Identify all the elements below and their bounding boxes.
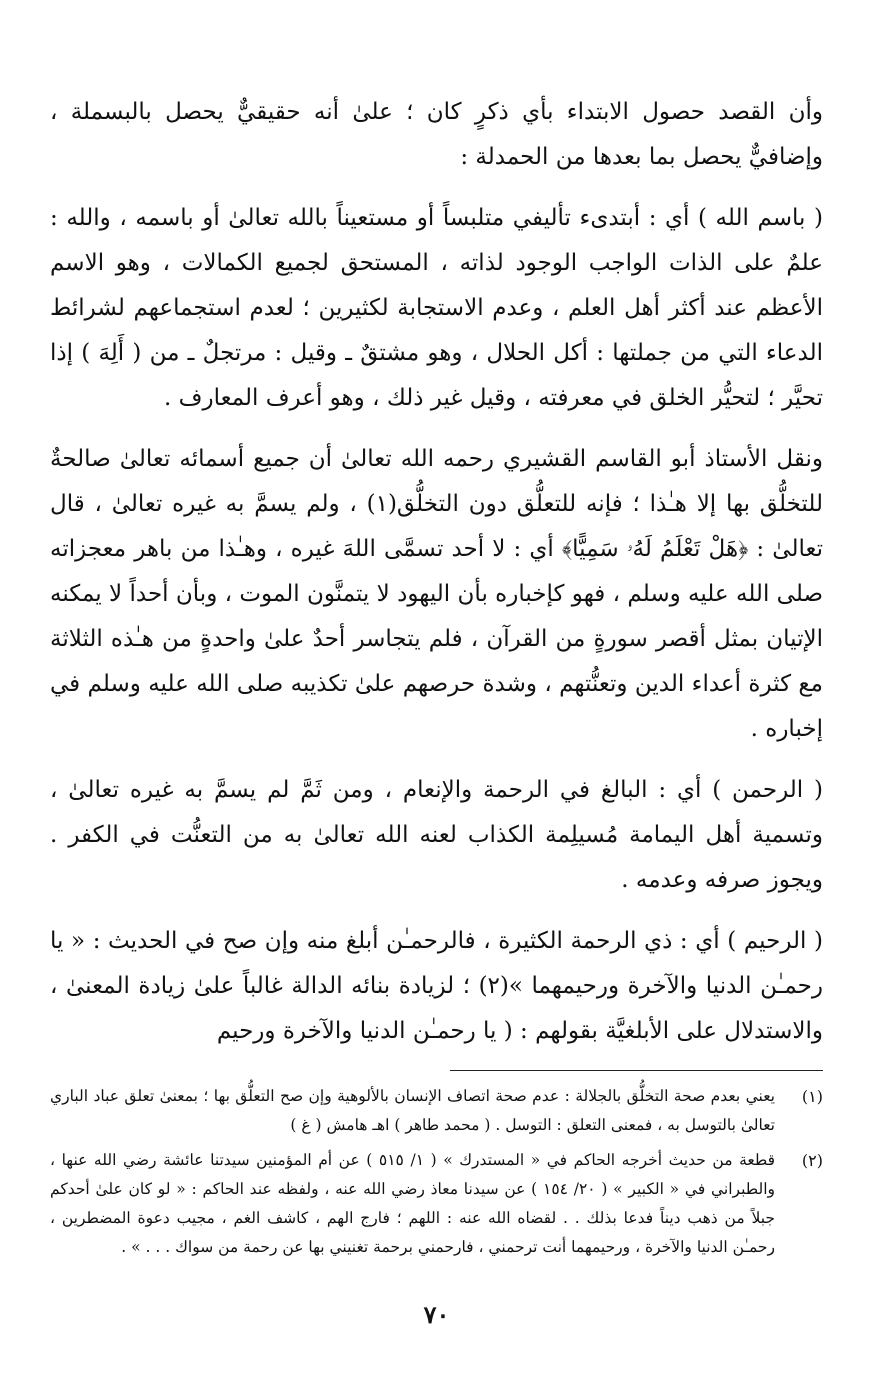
footnote-number: (٢) <box>801 1151 823 1170</box>
paragraph-rahim: ( الرحيم ) أي : ذي الرحمة الكثيرة ، فالرحمـٰن أبلغ منه وإن صح في الحديث : « يا رحمـٰن الدنيا والآخرة ورحيمهما »(٢) ؛ لزيادة بنائه الدالة غالباً علىٰ زيادة المعنىٰ ، والاستدلال على الأبلغيَّة بقولهم : ( يا رحمـٰن الدنيا والآخرة ورحيم <box>50 928 823 1044</box>
page-number: ٧٠ <box>423 1300 450 1329</box>
footnote-text: يعني بعدم صحة التخلُّق بالجلالة : عدم صحة اتصاف الإنسان بالألوهية وإن صح التعلُّق بها ؛ بمعنىٰ تعلق عباد الباري تعالىٰ بالتوسل به ، فمعنى التعلق : التوسل . ( محمد طاهر ) اهـ هامش ( غ ) <box>50 1087 775 1134</box>
paragraph-qushayri: ونقل الأستاذ أبو القاسم القشيري رحمه الله تعالىٰ أن جميع أسمائه تعالىٰ صالحةٌ للتخلُّق بها إلا هـٰذا ؛ فإنه للتعلُّق دون التخلُّق(١) ، ولم يسمَّ به غيره تعالىٰ ، قال تعالىٰ : ﴿هَلْ تَعْلَمُ لَهُۥ سَمِيًّا﴾ أي : لا أحد تسمَّى اللهَ غيره ، وهـٰذا من باهر معجزاته صلى الله عليه وسلم ، فهو كإخباره بأن اليهود لا يتمنَّون الموت ، وبأن أحداً لا يمكنه الإتيان بمثل أقصر سورةٍ من القرآن ، فلم يتجاسر أحدٌ علىٰ واحدةٍ من هـٰذه الثلاثة مع كثرة أعداء الدين وتعنُّتهم ، وشدة حرصهم علىٰ تكذيبه صلى الله عليه وسلم في إخباره . <box>50 446 823 742</box>
footnote-number: (١) <box>801 1087 823 1106</box>
footnote-divider <box>450 1070 823 1071</box>
paragraph-rahman: ( الرحمن ) أي : البالغ في الرحمة والإنعام ، ومن ثَمَّ لم يسمَّ به غيره تعالىٰ ، وتسمية أهل اليمامة مُسيلِمة الكذاب لعنه الله تعالىٰ به من التعنُّت في الكفر . ويجوز صرفه وعدمه . <box>50 777 823 893</box>
footnote-item <box>50 1082 823 1140</box>
footnotes <box>50 1082 823 1268</box>
main-text <box>50 90 823 1070</box>
footnote-text: قطعة من حديث أخرجه الحاكم في « المستدرك » ( ١/ ٥١٥ ) عن أم المؤمنين سيدتنا عائشة رضي الله عنها ، والطبراني في « الكبير » ( ٢٠/ ١٥٤ ) عن سيدنا معاذ رضي الله عنه ، ولفظه عند الحاكم : « لو كان علىٰ أحدكم جبلاً من ذهب ديناً فدعا بذلك . . لقضاه الله عنه : اللهم ؛ فارج الهم ، كاشف الغم ، مجيب دعوة المضطرين ، رحمـٰن الدنيا والآخرة ، ورحيمهما أنت ترحمني ، فارحمني برحمة تغنيني بها عن رحمة من سواك . . . » . <box>50 1151 775 1256</box>
footnote-item <box>50 1146 823 1262</box>
paragraph-basmala: ( باسم الله ) أي : أبتدىء تأليفي متلبساً أو مستعيناً بالله تعالىٰ أو باسمه ، والله : علمٌ على الذات الواجب الوجود لذاته ، المستحق لجميع الكمالات ، وهو الاسم الأعظم عند أكثر أهل العلم ، وعدم الاستجابة لكثيرين ؛ لعدم استجماعهم لشرائط الدعاء التي من جملتها : أكل الحلال ، وهو مشتقٌ ـ وقيل : مرتجلٌ ـ من ( أَلِهَ ) إذا تحيَّر ؛ لتحيُّر الخلق في معرفته ، وقيل غير ذلك ، وهو أعرف المعارف . <box>50 205 823 411</box>
paragraph-intro: وأن القصد حصول الابتداء بأي ذكرٍ كان ؛ علىٰ أنه حقيقيٌّ يحصل بالبسملة ، وإضافيٌّ يحصل بما بعدها من الحمدلة : <box>50 99 823 170</box>
